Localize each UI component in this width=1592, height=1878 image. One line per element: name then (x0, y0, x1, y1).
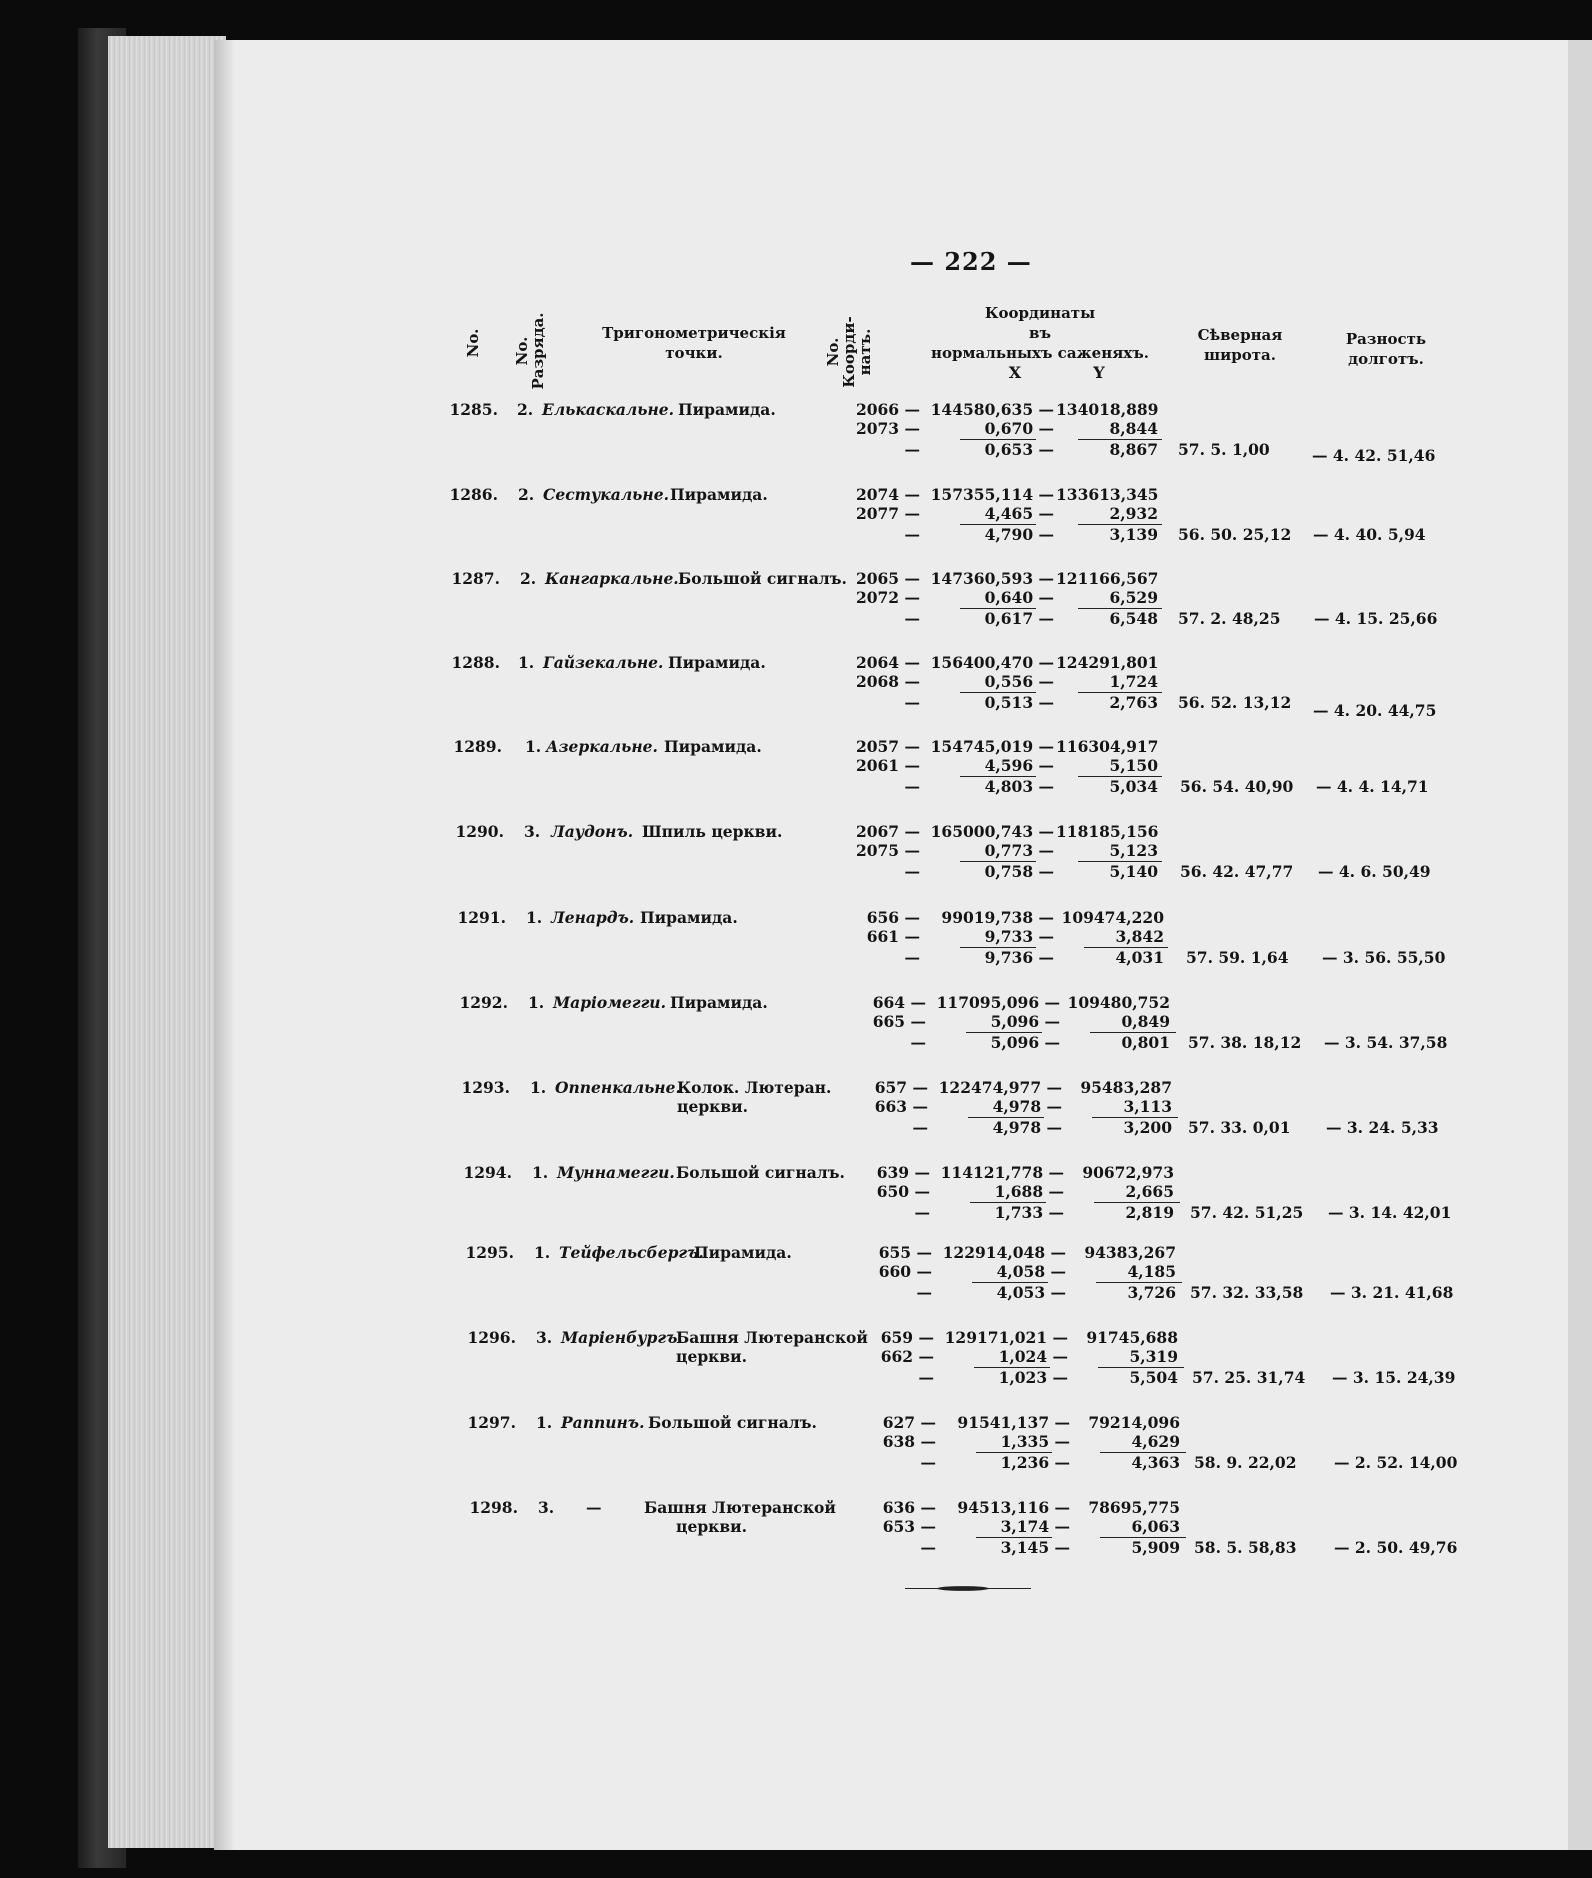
row-x-2: 0,640 — (984, 588, 1054, 607)
row-x-1: 117095,096 — (936, 993, 1060, 1012)
row-longitude-diff: — 3. 24. 5,33 (1326, 1118, 1439, 1137)
row-x-3: 0,617 — (984, 609, 1054, 628)
row-x-2: 4,596 — (984, 756, 1054, 775)
row-rank: 2. (517, 400, 534, 419)
row-longitude-diff: — 4. 20. 44,75 (1313, 701, 1437, 720)
row-coord-no-2: 2073 — (855, 419, 920, 438)
row-point-type: Башня Лютеранской (644, 1498, 836, 1517)
row-y-1: 121166,567 (1056, 569, 1159, 588)
row-coord-no-1: 659 — (880, 1328, 934, 1347)
row-y-3: 5,504 (1129, 1368, 1178, 1387)
row-point-type: Пирамида. (670, 485, 768, 504)
row-point-name: Оппенкальне. (555, 1078, 681, 1097)
header-coords-line2: въ (1029, 324, 1051, 342)
row-coord-no-2: 653 — (882, 1517, 936, 1536)
row-coord-dash: — (916, 1283, 932, 1302)
row-longitude-diff: — 3. 56. 55,50 (1322, 948, 1446, 967)
row-y-3: 2,763 (1109, 693, 1158, 712)
row-x-3: 3,145 — (1000, 1538, 1070, 1557)
row-rank: 1. (526, 908, 543, 927)
row-coord-dash: — (904, 948, 920, 967)
row-x-3: 4,803 — (984, 777, 1054, 796)
row-point-type: Пирамида. (640, 908, 738, 927)
row-coord-no-1: 656 — (866, 908, 920, 927)
header-no: No. (464, 328, 482, 358)
row-point-type: Большой сигналъ. (678, 569, 847, 588)
row-x-1: 99019,738 — (941, 908, 1054, 927)
row-rank: 2. (518, 485, 535, 504)
row-y-2: 0,849 (1121, 1012, 1170, 1031)
row-point-type: Колок. Лютеран. (677, 1078, 832, 1097)
row-coord-no-2: 665 — (872, 1012, 926, 1031)
row-longitude-diff: — 4. 40. 5,94 (1313, 525, 1426, 544)
row-longitude-diff: — 3. 21. 41,68 (1330, 1283, 1454, 1302)
row-point-name: Маріенбургъ. (561, 1328, 683, 1347)
row-point-name: Маріомегги. (553, 993, 666, 1012)
row-latitude: 57. 2. 48,25 (1178, 609, 1281, 628)
row-x-1: 129171,021 — (944, 1328, 1068, 1347)
header-y: Y (1093, 363, 1105, 382)
row-rank: 1. (530, 1078, 547, 1097)
row-y-2: 4,185 (1127, 1262, 1176, 1281)
row-x-2: 1,688 — (994, 1182, 1064, 1201)
row-y-3: 3,726 (1127, 1283, 1176, 1302)
table-row (0, 908, 1592, 992)
row-no: 1292. (459, 993, 508, 1012)
row-y-2: 6,529 (1109, 588, 1158, 607)
row-y-3: 0,801 (1121, 1033, 1170, 1052)
row-rank: 3. (524, 822, 541, 841)
row-latitude: 56. 52. 13,12 (1178, 693, 1292, 712)
row-coord-dash: — (910, 1033, 926, 1052)
row-y-2: 3,842 (1115, 927, 1164, 946)
table-row (0, 993, 1592, 1077)
row-x-2: 5,096 — (990, 1012, 1060, 1031)
row-coord-dash: — (904, 525, 920, 544)
row-y-2: 5,150 (1109, 756, 1158, 775)
row-coord-no-2: 662 — (880, 1347, 934, 1366)
row-coord-dash: — (904, 777, 920, 796)
row-latitude: 57. 42. 51,25 (1190, 1203, 1304, 1222)
row-y-1: 91745,688 (1086, 1328, 1178, 1347)
row-rank: 1. (536, 1413, 553, 1432)
row-y-1: 116304,917 (1056, 737, 1159, 756)
row-y-1: 118185,156 (1056, 822, 1159, 841)
row-longitude-diff: — 3. 54. 37,58 (1324, 1033, 1448, 1052)
row-rank: 1. (532, 1163, 549, 1182)
row-x-2: 1,024 — (998, 1347, 1068, 1366)
table-row (0, 1328, 1592, 1412)
header-points-line2: точки. (665, 344, 723, 362)
header-lat-line2: широта. (1204, 346, 1276, 364)
row-x-1: 122914,048 — (942, 1243, 1066, 1262)
row-no: 1298. (469, 1498, 518, 1517)
row-y-1: 109480,752 (1067, 993, 1170, 1012)
row-x-2: 0,773 — (984, 841, 1054, 860)
table-row (0, 822, 1592, 906)
row-y-3: 4,363 (1131, 1453, 1180, 1472)
row-y-3: 3,200 (1123, 1118, 1172, 1137)
row-no: 1286. (449, 485, 498, 504)
table-row (0, 400, 1592, 484)
row-coord-no-2: 660 — (878, 1262, 932, 1281)
row-coord-no-1: 639 — (876, 1163, 930, 1182)
row-y-3: 4,031 (1115, 948, 1164, 967)
row-rank: 1. (534, 1243, 551, 1262)
row-y-3: 6,548 (1109, 609, 1158, 628)
row-x-2: 0,670 — (984, 419, 1054, 438)
header-lat-line1: Сѣверная (1197, 326, 1283, 344)
row-latitude: 56. 50. 25,12 (1178, 525, 1292, 544)
row-coord-no-1: 2074 — (855, 485, 920, 504)
row-coord-no-1: 2066 — (855, 400, 920, 419)
row-coord-dash: — (904, 440, 920, 459)
row-y-1: 79214,096 (1088, 1413, 1180, 1432)
table-row (0, 1163, 1592, 1247)
row-longitude-diff: — 2. 50. 49,76 (1334, 1538, 1458, 1557)
row-coord-no-1: 2067 — (855, 822, 920, 841)
row-rank: 1. (518, 653, 535, 672)
row-x-3: 0,758 — (984, 862, 1054, 881)
row-longitude-diff: — 4. 4. 14,71 (1316, 777, 1429, 796)
row-x-1: 114121,778 — (940, 1163, 1064, 1182)
row-x-2: 1,335 — (1000, 1432, 1070, 1451)
row-no: 1288. (451, 653, 500, 672)
row-coord-dash: — (920, 1538, 936, 1557)
row-no: 1285. (449, 400, 498, 419)
row-no: 1291. (457, 908, 506, 927)
row-x-1: 122474,977 — (938, 1078, 1062, 1097)
row-latitude: 58. 9. 22,02 (1194, 1453, 1297, 1472)
row-coord-dash: — (912, 1118, 928, 1137)
row-point-type: Пирамида. (664, 737, 762, 756)
row-coord-no-2: 663 — (874, 1097, 928, 1116)
row-point-name: Раппинъ. (561, 1413, 645, 1432)
row-point-name: Гайзекальне. (543, 653, 664, 672)
row-no: 1294. (463, 1163, 512, 1182)
row-point-name: — (586, 1498, 602, 1517)
row-point-type: Пирамида. (668, 653, 766, 672)
row-point-name: Лаудонъ. (551, 822, 634, 841)
row-latitude: 57. 59. 1,64 (1186, 948, 1289, 967)
row-point-name: Сестукальне. (543, 485, 669, 504)
row-point-name: Муннамегги. (557, 1163, 675, 1182)
row-no: 1293. (461, 1078, 510, 1097)
row-no: 1296. (467, 1328, 516, 1347)
row-y-3: 5,034 (1109, 777, 1158, 796)
table-row (0, 1243, 1592, 1327)
row-y-2: 5,319 (1129, 1347, 1178, 1366)
row-x-1: 154745,019 — (930, 737, 1054, 756)
row-y-1: 95483,287 (1080, 1078, 1172, 1097)
row-coord-no-2: 2061 — (855, 756, 920, 775)
table-row (0, 569, 1592, 653)
row-y-2: 2,665 (1125, 1182, 1174, 1201)
row-rank: 2. (520, 569, 537, 588)
row-point-type: Пирамида. (670, 993, 768, 1012)
row-no: 1297. (467, 1413, 516, 1432)
row-longitude-diff: — 4. 42. 51,46 (1312, 446, 1436, 465)
row-rank: 1. (525, 737, 542, 756)
header-rank: No. Разряда. (513, 312, 547, 390)
row-point-type: Пирамида. (694, 1243, 792, 1262)
row-y-1: 133613,345 (1056, 485, 1159, 504)
row-y-1: 124291,801 (1056, 653, 1159, 672)
row-point-type: Большой сигналъ. (648, 1413, 817, 1432)
header-coords-line1: Координаты (984, 304, 1096, 322)
row-point-name: Елькаскальне. (542, 400, 675, 419)
row-y-2: 4,629 (1131, 1432, 1180, 1451)
row-coord-no-2: 2077 — (855, 504, 920, 523)
row-x-3: 4,053 — (996, 1283, 1066, 1302)
row-x-2: 9,733 — (984, 927, 1054, 946)
row-coord-no-1: 2064 — (855, 653, 920, 672)
row-coord-no-1: 636 — (882, 1498, 936, 1517)
row-x-1: 147360,593 — (930, 569, 1054, 588)
row-no: 1295. (465, 1243, 514, 1262)
row-y-1: 134018,889 (1056, 400, 1159, 419)
row-rank: 3. (536, 1328, 553, 1347)
table-row (0, 1413, 1592, 1497)
row-rank: 3. (538, 1498, 555, 1517)
row-coord-dash: — (904, 862, 920, 881)
row-y-3: 2,819 (1125, 1203, 1174, 1222)
header-lon-line2: долготъ. (1348, 350, 1424, 368)
row-coord-dash: — (914, 1203, 930, 1222)
row-x-3: 9,736 — (984, 948, 1054, 967)
row-latitude: 56. 54. 40,90 (1180, 777, 1294, 796)
row-y-1: 109474,220 (1061, 908, 1164, 927)
row-x-2: 4,465 — (984, 504, 1054, 523)
row-y-2: 1,724 (1109, 672, 1158, 691)
row-coord-no-1: 664 — (872, 993, 926, 1012)
row-point-type-cont: церкви. (677, 1097, 749, 1116)
row-no: 1287. (451, 569, 500, 588)
table-row (0, 1078, 1592, 1162)
row-point-name: Кангаркальне. (545, 569, 679, 588)
row-latitude: 57. 25. 31,74 (1192, 1368, 1306, 1387)
row-x-3: 1,023 — (998, 1368, 1068, 1387)
row-y-1: 90672,973 (1082, 1163, 1174, 1182)
page-number: — 222 — (910, 247, 1032, 276)
row-longitude-diff: — 4. 6. 50,49 (1318, 862, 1431, 881)
row-y-2: 6,063 (1131, 1517, 1180, 1536)
row-latitude: 57. 32. 33,58 (1190, 1283, 1304, 1302)
header-lon-line1: Разность (1345, 330, 1427, 348)
row-no: 1289. (453, 737, 502, 756)
row-coord-dash: — (918, 1368, 934, 1387)
row-point-type: Башня Лютеранской (676, 1328, 868, 1347)
table-row (0, 485, 1592, 569)
tailpiece-ornament-icon (905, 1586, 1031, 1591)
row-coord-no-2: 661 — (866, 927, 920, 946)
row-x-1: 165000,743 — (930, 822, 1054, 841)
row-y-3: 3,139 (1109, 525, 1158, 544)
table-row (0, 653, 1592, 737)
header-points-line1: Тригонометрическія (602, 324, 786, 342)
row-latitude: 57. 5. 1,00 (1178, 440, 1270, 459)
row-coord-no-2: 2068 — (855, 672, 920, 691)
row-y-2: 5,123 (1109, 841, 1158, 860)
table-row (0, 1498, 1592, 1582)
row-x-3: 5,096 — (990, 1033, 1060, 1052)
row-x-3: 4,978 — (992, 1118, 1062, 1137)
row-longitude-diff: — 3. 14. 42,01 (1328, 1203, 1452, 1222)
row-latitude: 57. 33. 0,01 (1188, 1118, 1291, 1137)
row-x-3: 1,236 — (1000, 1453, 1070, 1472)
row-longitude-diff: — 3. 15. 24,39 (1332, 1368, 1456, 1387)
row-point-name: Азеркальне. (546, 737, 658, 756)
row-longitude-diff: — 4. 15. 25,66 (1314, 609, 1438, 628)
row-latitude: 58. 5. 58,83 (1194, 1538, 1297, 1557)
row-latitude: 57. 38. 18,12 (1188, 1033, 1302, 1052)
row-no: 1290. (455, 822, 504, 841)
row-coord-dash: — (920, 1453, 936, 1472)
row-x-2: 4,978 — (992, 1097, 1062, 1116)
row-coord-no-1: 2065 — (855, 569, 920, 588)
row-x-1: 94513,116 — (957, 1498, 1070, 1517)
row-rank: 1. (528, 993, 545, 1012)
header-coord-no: No. Коорди- натъ. (824, 316, 874, 388)
row-latitude: 56. 42. 47,77 (1180, 862, 1294, 881)
row-point-type: Большой сигналъ. (676, 1163, 845, 1182)
row-y-1: 78695,775 (1088, 1498, 1180, 1517)
row-x-1: 91541,137 — (957, 1413, 1070, 1432)
row-coord-no-2: 638 — (882, 1432, 936, 1451)
row-point-type-cont: церкви. (676, 1517, 748, 1536)
row-x-3: 1,733 — (994, 1203, 1064, 1222)
row-coord-no-2: 2072 — (855, 588, 920, 607)
row-point-name: Ленардъ. (551, 908, 635, 927)
row-longitude-diff: — 2. 52. 14,00 (1334, 1453, 1458, 1472)
row-coord-no-2: 650 — (876, 1182, 930, 1201)
row-coord-no-2: 2075 — (855, 841, 920, 860)
row-x-3: 0,513 — (984, 693, 1054, 712)
row-x-2: 3,174 — (1000, 1517, 1070, 1536)
row-coord-no-1: 627 — (882, 1413, 936, 1432)
row-y-2: 3,113 (1123, 1097, 1172, 1116)
header-coords-line3: нормальныхъ саженяхъ. (931, 344, 1149, 362)
row-x-2: 4,058 — (996, 1262, 1066, 1281)
row-point-type: Шпиль церкви. (642, 822, 783, 841)
row-y-3: 5,909 (1131, 1538, 1180, 1557)
row-x-1: 156400,470 — (930, 653, 1054, 672)
row-y-2: 8,844 (1109, 419, 1158, 438)
row-coord-dash: — (904, 693, 920, 712)
row-x-3: 0,653 — (984, 440, 1054, 459)
row-point-type: Пирамида. (678, 400, 776, 419)
row-x-1: 157355,114 — (930, 485, 1054, 504)
header-x: X (1008, 363, 1022, 382)
row-x-2: 0,556 — (984, 672, 1054, 691)
table-row (0, 737, 1592, 821)
row-x-3: 4,790 — (984, 525, 1054, 544)
row-coord-no-1: 2057 — (855, 737, 920, 756)
row-coord-no-1: 655 — (878, 1243, 932, 1262)
row-coord-dash: — (904, 609, 920, 628)
row-point-name: Тейфельсбергъ. (559, 1243, 704, 1262)
row-y-3: 5,140 (1109, 862, 1158, 881)
row-y-2: 2,932 (1109, 504, 1158, 523)
row-y-1: 94383,267 (1084, 1243, 1176, 1262)
row-y-3: 8,867 (1109, 440, 1158, 459)
row-x-1: 144580,635 — (930, 400, 1054, 419)
row-point-type-cont: церкви. (676, 1347, 748, 1366)
row-coord-no-1: 657 — (874, 1078, 928, 1097)
